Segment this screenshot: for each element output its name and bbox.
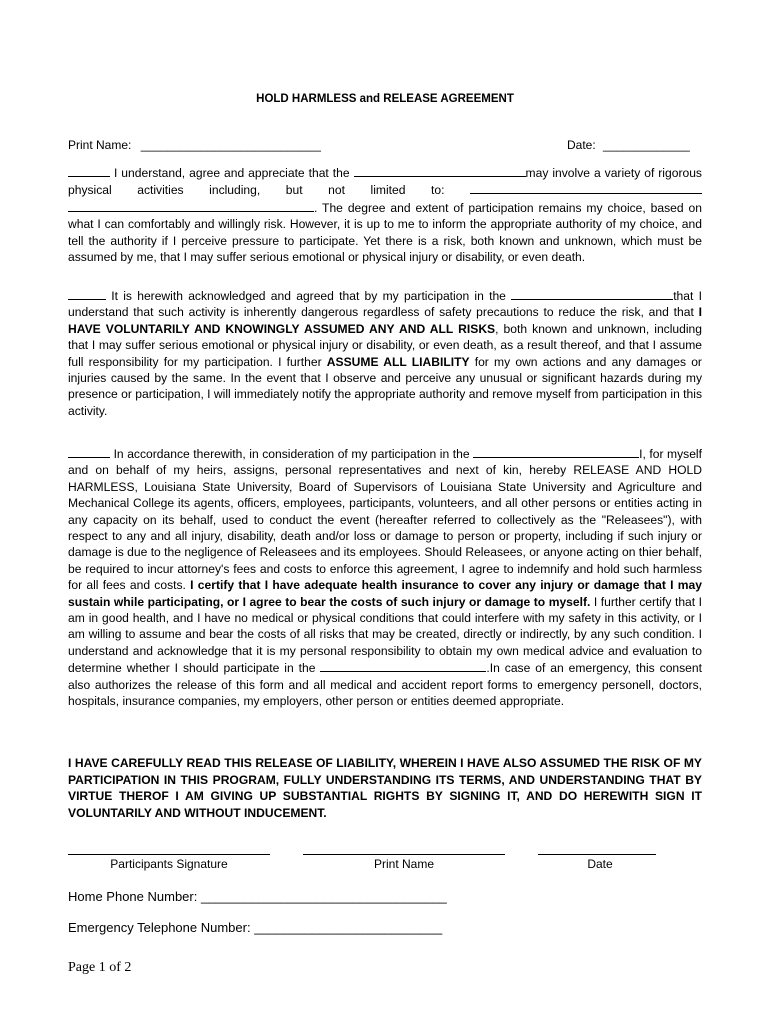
assumed-risks-clause: I HAVE VOLUNTARILY AND KNOWINGLY ASSUMED ANY AND ALL RISKS — [68, 305, 702, 336]
initials-blank[interactable] — [68, 164, 110, 177]
print-name-header — [68, 138, 321, 152]
date-blank[interactable]: _____________ — [603, 138, 690, 152]
para3-text-2: I, for myself and on behalf of my heirs, assigns, personal representatives and next of kin, hereby RELEASE AND HOLD HARMLESS, Louisiana State University, Board of Supervisors of Louisiana State University and Agriculture and Mechanical College its agents, officers, employees, participants, volunteers, and all other persons or entities acting in any capacity on its behalf, used to conduct the event (hereafter referred to collectively as the "Releasees"), with respect to any and all injury, disability, death and/or loss or damage to person or property, including if such injury or damage is due to the negligence of Releasees and its employees. Should Releasees, or anyone acting on thier behalf, be required to incur attorney's fees and costs to enforce this agreement, I agree to indemnify and hold such harmless for all fees and costs. — [68, 447, 702, 593]
para3-text-4: .In case of an emergency, this consent also authorizes the release of this form and all medical and accident report forms to emergency personell, doctors, hospitals, insurance companies, my employers, other person or entities deemed appropriate. — [68, 661, 702, 709]
activity-blank[interactable] — [320, 659, 486, 672]
para1-text-3: . The degree and extent of participation remains my choice, based on what I can comfortably and willingly risk. However, it is up to me to inform the appropriate authority of my choice, and tell the authority if I perceive pressure to participate. Yet there is a risk, both known and unknown, which must be assumed by me, that I may suffer serious emotional or physical injury or disability, or even death. — [68, 200, 702, 265]
signature-line[interactable] — [68, 854, 270, 855]
print-name-label: Print Name: — [68, 138, 132, 152]
para1-text-2: may involve a variety of rigorous physical activities including, but not limited to: — [68, 166, 702, 198]
signature-label: Participants Signature — [110, 857, 228, 871]
para2-text-3: , both known and unknown, including that I may suffer serious emotional or physical injury or disability, or even death, as a result thereof, and that I assume full responsibility for my participation. I further — [68, 321, 703, 369]
para3-text-3: I further certify that I am in good health, and I have no medical or physical conditions that could interfere with my safety in this activity, or I am willing to assume and bear the costs of all risks that may be created, directly or indirectly, by any such condition. I understand and acknowledge that it is my personal responsibility to obtain my own medical advice and evaluation to determine whether I should participate in the — [68, 594, 702, 676]
home-phone-field — [68, 889, 447, 904]
date-label: Date: — [567, 138, 596, 152]
initials-blank[interactable] — [68, 287, 106, 300]
emergency-phone-field — [68, 920, 442, 935]
paragraph-acknowledged — [68, 287, 702, 419]
assume-liability-clause: ASSUME ALL LIABILITY — [326, 354, 470, 369]
para2-text-2: that I understand that such activity is inherently dangerous regardless of safety precautions to reduce the risk, and that — [68, 289, 702, 320]
para1-text: I understand, agree and appreciate that the — [113, 166, 350, 180]
health-insurance-clause: I certify that I have adequate health insurance to cover any injury or damage that I may sustain while participating, or I agree to bear the costs of such injury or damage to myself. — [68, 578, 702, 609]
activity-blank[interactable] — [473, 445, 639, 458]
print-name-line[interactable] — [303, 854, 505, 855]
page-number: Page 1 of 2 — [68, 960, 132, 975]
emergency-phone-blank[interactable]: __________________________ — [254, 920, 443, 935]
para3-text: In accordance therewith, in consideration of my participation in the — [113, 447, 470, 461]
closing-statement: I HAVE CAREFULLY READ THIS RELEASE OF LIABILITY, WHEREIN I HAVE ALSO ASSUMED THE RISK OF MY PARTICIPATION IN THIS PROGRAM, FULLY UNDERSTANDING ITS TERMS, AND UNDERSTANDING THAT BY VIRTUE THEROF I AM GIVING UP SUBSTANTIAL RIGHTS BY SIGNING IT, AND DO HEREWITH SIGN IT VOLUNTARILY AND WITHOUT INDUCEMENT. — [68, 756, 702, 820]
initials-blank[interactable] — [68, 445, 110, 458]
para2-text-4: for my own actions and any damages or injuries caused by the same. In the event that I observe and perceive any unusual or significant hazards during my presence or participation, I will immediately notify the appropriate authority and remove myself from participation in this activity. — [68, 354, 702, 418]
print-name-label: Print Name — [373, 857, 435, 871]
activities-list-blank-2[interactable] — [68, 199, 314, 212]
emergency-phone-label: Emergency Telephone Number: — [68, 920, 251, 935]
paragraph-understand — [68, 164, 702, 265]
document-title: HOLD HARMLESS and RELEASE AGREEMENT — [256, 93, 514, 105]
activity-blank[interactable] — [354, 164, 526, 177]
date-label: Date — [587, 857, 613, 871]
activities-list-blank[interactable] — [470, 181, 702, 194]
date-header — [567, 138, 690, 152]
home-phone-blank[interactable]: __________________________________ — [200, 889, 447, 904]
activity-blank[interactable] — [511, 287, 673, 300]
home-phone-label: Home Phone Number: — [68, 889, 198, 904]
date-line[interactable] — [538, 854, 656, 855]
print-name-blank[interactable]: ___________________________ — [140, 138, 321, 152]
para2-text: It is herewith acknowledged and agreed that by my participation in the — [111, 289, 506, 303]
paragraph-release — [68, 445, 702, 710]
